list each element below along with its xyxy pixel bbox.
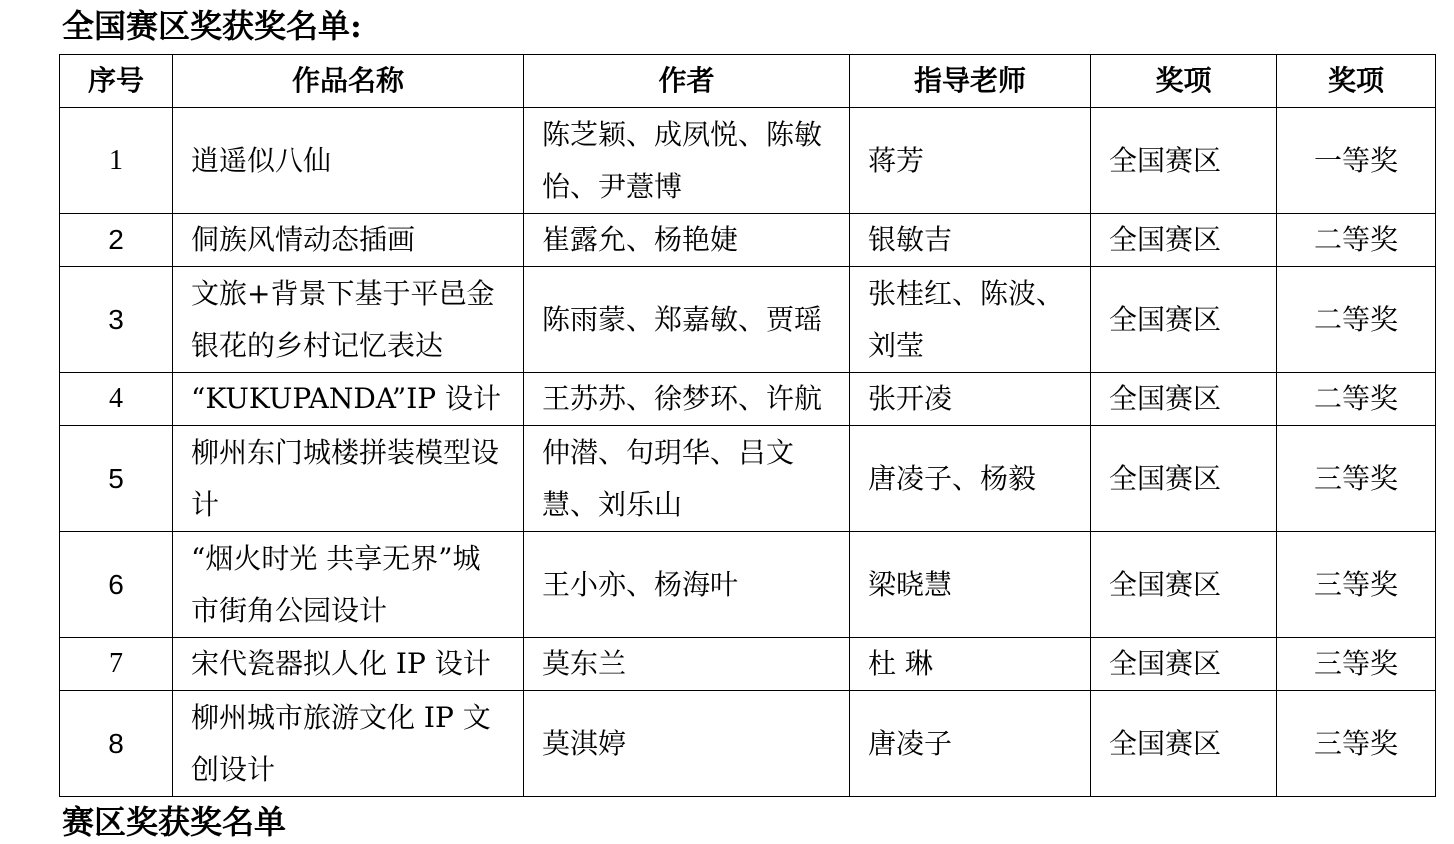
- row-authors: 莫东兰: [524, 638, 850, 691]
- row-advisor: 张桂红、陈波、刘莹: [850, 267, 1091, 373]
- header-work-name: 作品名称: [173, 55, 524, 108]
- row-serial-number: 4: [60, 373, 173, 426]
- row-authors: 莫淇婷: [524, 691, 850, 797]
- table-row: [60, 373, 1436, 426]
- row-serial-number: 1: [60, 108, 173, 214]
- row-serial-number: 8: [60, 691, 173, 797]
- header-serial-number: 序号: [60, 55, 173, 108]
- row-award-region: 全国赛区: [1091, 426, 1277, 532]
- row-award-region: 全国赛区: [1091, 373, 1277, 426]
- table-row: [60, 532, 1436, 638]
- row-award-level: 三等奖: [1277, 691, 1436, 797]
- row-award-region: 全国赛区: [1091, 108, 1277, 214]
- row-authors: 王小亦、杨海叶: [524, 532, 850, 638]
- row-advisor: 杜 琳: [850, 638, 1091, 691]
- row-advisor: 蒋芳: [850, 108, 1091, 214]
- row-serial-number: 3: [60, 267, 173, 373]
- row-award-region: 全国赛区: [1091, 691, 1277, 797]
- row-serial-number: 2: [60, 214, 173, 267]
- row-award-level: 三等奖: [1277, 426, 1436, 532]
- row-authors: 王苏苏、徐梦环、许航: [524, 373, 850, 426]
- row-serial-number: 6: [60, 532, 173, 638]
- header-award-level: 奖项: [1277, 55, 1436, 108]
- table-row: [60, 691, 1436, 797]
- table-header-row: [60, 55, 1436, 108]
- row-award-level: 三等奖: [1277, 532, 1436, 638]
- row-advisor: 唐凌子: [850, 691, 1091, 797]
- row-award-level: 二等奖: [1277, 373, 1436, 426]
- row-serial-number: 7: [60, 638, 173, 691]
- row-authors: 陈芝颖、成夙悦、陈敏怡、尹薏博: [524, 108, 850, 214]
- row-award-region: 全国赛区: [1091, 638, 1277, 691]
- row-award-level: 二等奖: [1277, 267, 1436, 373]
- row-authors: 崔露允、杨艳婕: [524, 214, 850, 267]
- row-award-level: 一等奖: [1277, 108, 1436, 214]
- row-work-name: 逍遥似八仙: [173, 108, 524, 214]
- row-authors: 仲潜、句玥华、吕文慧、刘乐山: [524, 426, 850, 532]
- row-authors: 陈雨蒙、郑嘉敏、贾瑶: [524, 267, 850, 373]
- row-award-region: 全国赛区: [1091, 214, 1277, 267]
- row-award-region: 全国赛区: [1091, 532, 1277, 638]
- row-work-name: 侗族风情动态插画: [173, 214, 524, 267]
- row-work-name: 柳州城市旅游文化 IP 文创设计: [173, 691, 524, 797]
- row-work-name: 柳州东门城楼拼装模型设计: [173, 426, 524, 532]
- next-section-title-clip: [62, 800, 662, 841]
- table-row: [60, 638, 1436, 691]
- table-row: [60, 214, 1436, 267]
- row-advisor: 梁晓慧: [850, 532, 1091, 638]
- table-row: [60, 426, 1436, 532]
- row-work-name: “KUKUPANDA”IP 设计: [173, 373, 524, 426]
- row-advisor: 银敏吉: [850, 214, 1091, 267]
- next-section-title: 赛区奖获奖名单: [62, 803, 287, 841]
- row-advisor: 唐凌子、杨毅: [850, 426, 1091, 532]
- row-advisor: 张开凌: [850, 373, 1091, 426]
- table-row: [60, 108, 1436, 214]
- header-award-region: 奖项: [1091, 55, 1277, 108]
- row-work-name: 文旅+背景下基于平邑金银花的乡村记忆表达: [173, 267, 524, 373]
- row-award-level: 二等奖: [1277, 214, 1436, 267]
- row-serial-number: 5: [60, 426, 173, 532]
- row-work-name: 宋代瓷器拟人化 IP 设计: [173, 638, 524, 691]
- row-award-level: 三等奖: [1277, 638, 1436, 691]
- header-authors: 作者: [524, 55, 850, 108]
- table-row: [60, 267, 1436, 373]
- award-table: [59, 54, 1436, 797]
- page-title: 全国赛区奖获奖名单:: [62, 7, 362, 45]
- row-work-name: “烟火时光 共享无界”城市街角公园设计: [173, 532, 524, 638]
- row-award-region: 全国赛区: [1091, 267, 1277, 373]
- header-advisor: 指导老师: [850, 55, 1091, 108]
